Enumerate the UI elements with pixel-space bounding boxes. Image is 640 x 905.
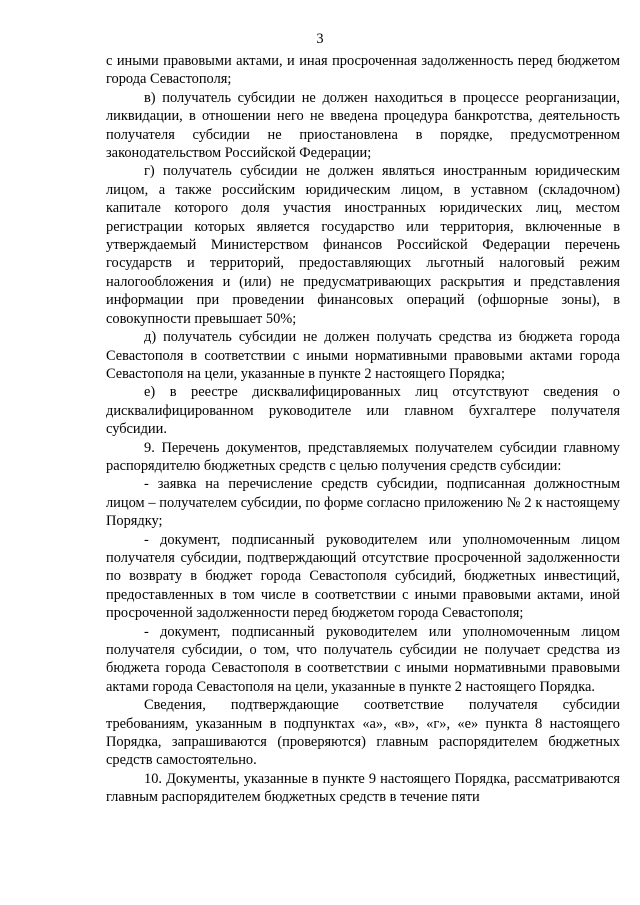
paragraph-information: Сведения, подтверждающие соответствие получателя субсидии требованиям, указанным в подпунктах «а», «в», «г», «е» пункта 8 настоящего Порядка, запрашиваются (проверяются) главным распорядителем бюджетных средств самостоятельно. xyxy=(106,697,620,769)
paragraph-item-d: д) получатель субсидии не должен получать средства из бюджета города Севастополя в соответствии с иными нормативными правовыми актами города Севастополя на цели, указанные в пункте 2 настоящего Порядка; xyxy=(106,329,620,382)
page-number: 3 xyxy=(316,31,324,47)
paragraph-item-v: в) получатель субсидии не должен находиться в процессе реорганизации, ликвидации, в отношении него не введена процедура банкротства, деятельность получателя субсидии не приостановлена в порядке, предусмотренном законодательством Российской Федерации; xyxy=(106,89,620,162)
paragraph-item-g: г) получатель субсидии не должен являться иностранным юридическим лицом, а также российским юридическим лицом, в уставном (складочном) капитале которого доля участия иностранных юридических лиц, местом регистрации которых является государство или территория, включенные в утверждаемый Министерством финансов Российской Федерации перечень государств и территорий, предоставляющих льготный налоговый режим налогообложения и (или) не предусматривающих раскрытия и представления информации при проведении финансовых операций (офшорные зоны), в совокупности превышает 50%; xyxy=(106,163,620,327)
paragraph-clause-10: 10. Документы, указанные в пункте 9 настоящего Порядка, рассматриваются главным распорядителем бюджетных средств в течение пяти xyxy=(106,770,620,806)
paragraph-document-1: - заявка на перечисление средств субсидии, подписанная должностным лицом – получателем субсидии, по форме согласно приложению № 2 к настоящему Порядку; xyxy=(106,476,620,530)
document-body xyxy=(106,52,620,807)
paragraph-document-2: - документ, подписанный руководителем или уполномоченным лицом получателя субсидии, подтверждающий отсутствие просроченной задолженности по возврату в бюджет города Севастополя субсидий, бюджетных инвестиций, предоставленных в том числе в соответствии с иными правовыми актами, иной просроченной задолженности перед бюджетом города Севастополя; xyxy=(106,531,620,622)
paragraph-document-3: - документ, подписанный руководителем или уполномоченным лицом получателя субсидии, о том, что получатель субсидии не получает средства из бюджета города Севастополя в соответствии с иными нормативными правовыми актами города Севастополя на цели, указанные в пункте 2 настоящего Порядка. xyxy=(106,623,620,695)
paragraph-continuation: с иными правовыми актами, и иная просроченная задолженность перед бюджетом города Севастополя; xyxy=(106,53,620,88)
paragraph-clause-9: 9. Перечень документов, представляемых получателем субсидии главному распорядителю бюджетных средств с целью получения средств субсидии: xyxy=(106,439,620,474)
paragraph-item-e: е) в реестре дисквалифицированных лиц отсутствуют сведения о дисквалифицированном руководителе или главном бухгалтере получателя субсидии. xyxy=(106,384,620,438)
